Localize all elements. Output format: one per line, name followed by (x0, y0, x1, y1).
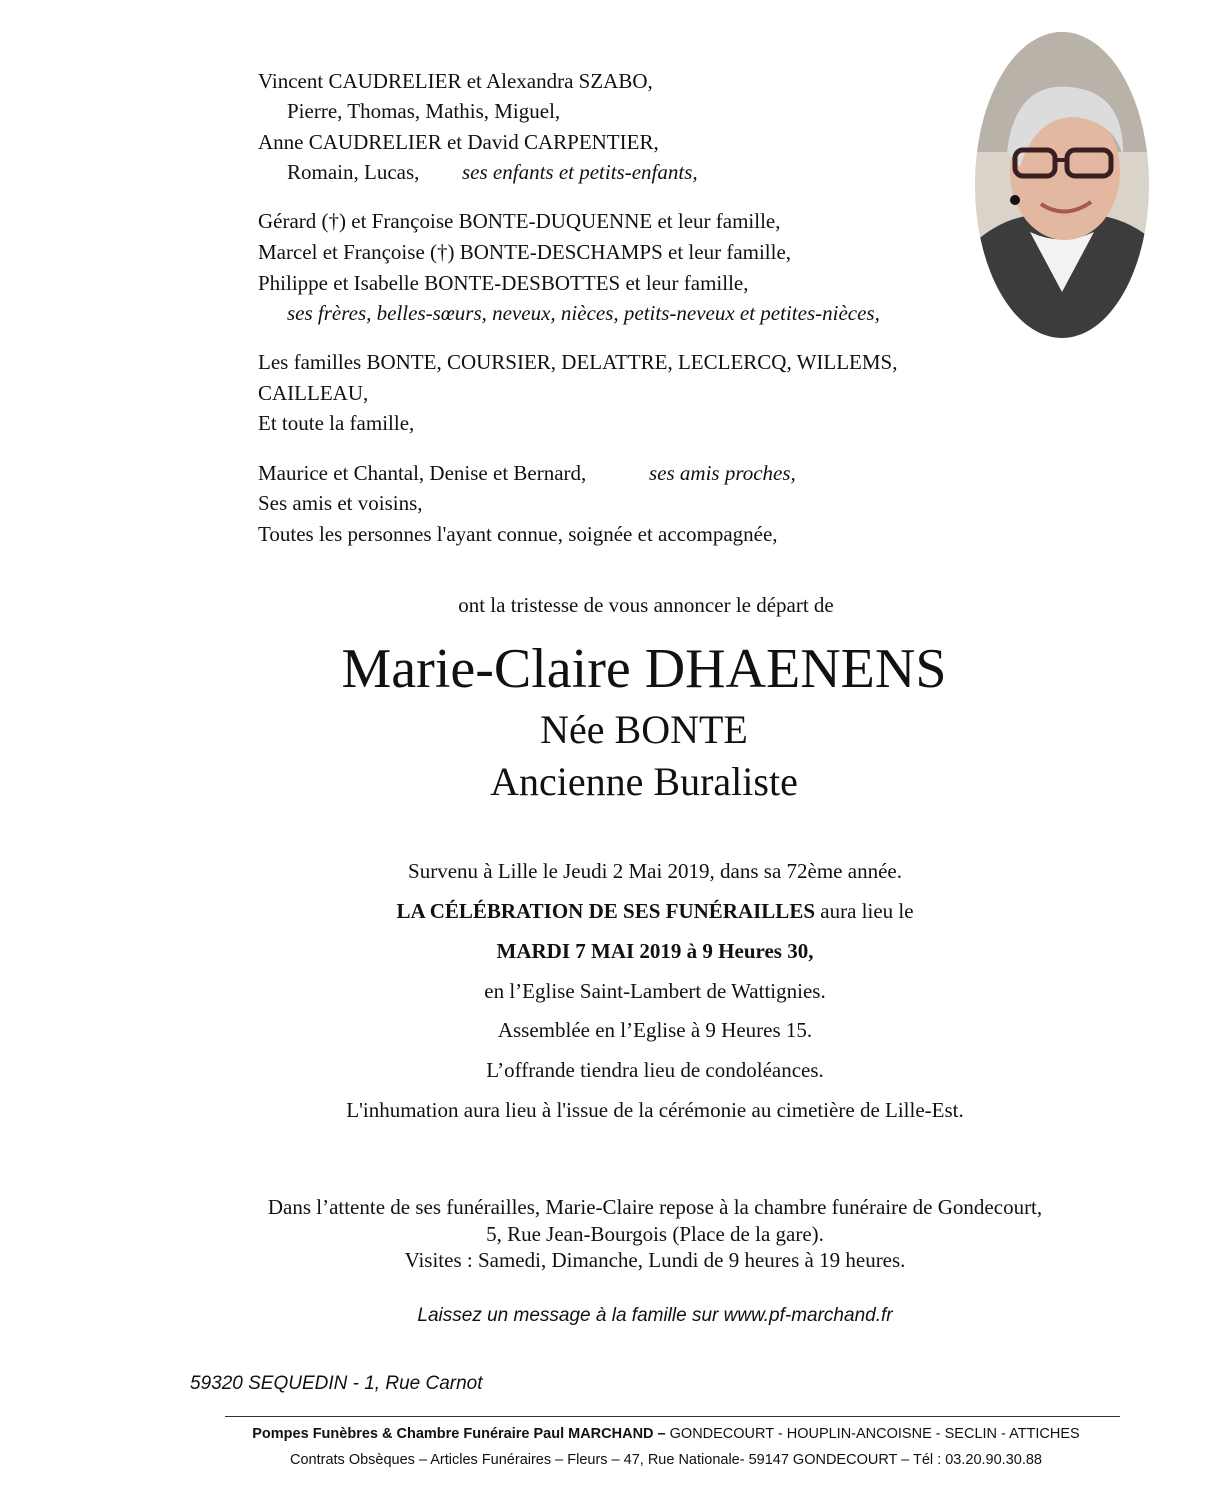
visit-line-3: Visites : Samedi, Dimanche, Lundi de 9 heures à 19 heures. (404, 1248, 906, 1272)
family-line-1: Vincent CAUDRELIER et Alexandra SZABO, (258, 69, 653, 93)
footer-locations: GONDECOURT - HOUPLIN-ANCOISNE - SECLIN - ATTICHES (665, 1426, 1080, 1442)
detail-assembly: Assemblée en l’Eglise à 9 Heures 15. (497, 1018, 813, 1042)
celebration-rest: aura lieu le (815, 899, 914, 923)
family-line-4: Romain, Lucas, (287, 160, 420, 184)
family-line-2: Pierre, Thomas, Mathis, Miguel, (287, 99, 561, 123)
family-role-children: ses enfants et petits-enfants, (462, 160, 698, 184)
footer-line-2: Contrats Obsèques – Articles Funéraires – Fleurs – 47, Rue Nationale- 59147 GONDECOURT – Tél : 03.20.90.30.88 (290, 1452, 1042, 1468)
family-line-5: Gérard (†) et Françoise BONTE-DUQUENNE et leur famille, (258, 209, 781, 233)
detail-celebration (48, 898, 1214, 924)
family-line-11: Et toute la famille, (258, 411, 415, 435)
detail-date: MARDI 7 MAI 2019 à 9 Heures 30, (496, 939, 814, 963)
footer-divider (225, 1416, 1120, 1417)
message-website: Laissez un message à la famille sur www.pf-marchand.fr (417, 1305, 893, 1326)
family-line-13: Ses amis et voisins, (258, 491, 423, 515)
family-role-friends: ses amis proches, (649, 461, 796, 485)
family-line-9: Les familles BONTE, COURSIER, DELATTRE, LECLERCQ, WILLEMS, (258, 350, 898, 374)
family-line-7: Philippe et Isabelle BONTE-DESBOTTES et leur famille, (258, 271, 749, 295)
family-line-12: Maurice et Chantal, Denise et Bernard, (258, 461, 587, 485)
family-line-6: Marcel et Françoise (†) BONTE-DESCHAMPS et leur famille, (258, 240, 792, 264)
branch-address: 59320 SEQUEDIN - 1, Rue Carnot (190, 1373, 483, 1394)
visit-line-2: 5, Rue Jean-Bourgois (Place de la gare). (486, 1222, 824, 1246)
celebration-heading: LA CÉLÉBRATION DE SES FUNÉRAILLES (396, 899, 816, 923)
deceased-name: Marie-Claire DHAENENS (341, 638, 947, 700)
family-line-3: Anne CAUDRELIER et David CARPENTIER, (258, 130, 659, 154)
visit-line-1: Dans l’attente de ses funérailles, Marie-Claire repose à la chambre funéraire de Gondecourt, (267, 1195, 1043, 1219)
family-line-10: CAILLEAU, (258, 381, 369, 405)
announce-text: ont la tristesse de vous annoncer le départ de (458, 593, 834, 617)
footer-line-1 (59, 1424, 1214, 1444)
profession: Ancienne Buraliste (490, 759, 798, 804)
family-role-siblings: ses frères, belles-sœurs, neveux, nièces, petits-neveux et petites-nièces, (287, 301, 880, 325)
family-line-14: Toutes les personnes l'ayant connue, soignée et accompagnée, (258, 522, 778, 546)
maiden-name: Née BONTE (540, 707, 748, 752)
detail-offering: L’offrande tiendra lieu de condoléances. (486, 1058, 824, 1082)
portrait-photo (975, 32, 1149, 338)
detail-church: en l’Eglise Saint-Lambert de Wattignies. (484, 979, 826, 1003)
detail-burial: L'inhumation aura lieu à l'issue de la cérémonie au cimetière de Lille-Est. (346, 1098, 964, 1122)
detail-death: Survenu à Lille le Jeudi 2 Mai 2019, dans sa 72ème année. (408, 859, 902, 883)
portrait-illustration (975, 32, 1149, 338)
footer-company: Pompes Funèbres & Chambre Funéraire Paul MARCHAND – (252, 1426, 666, 1442)
